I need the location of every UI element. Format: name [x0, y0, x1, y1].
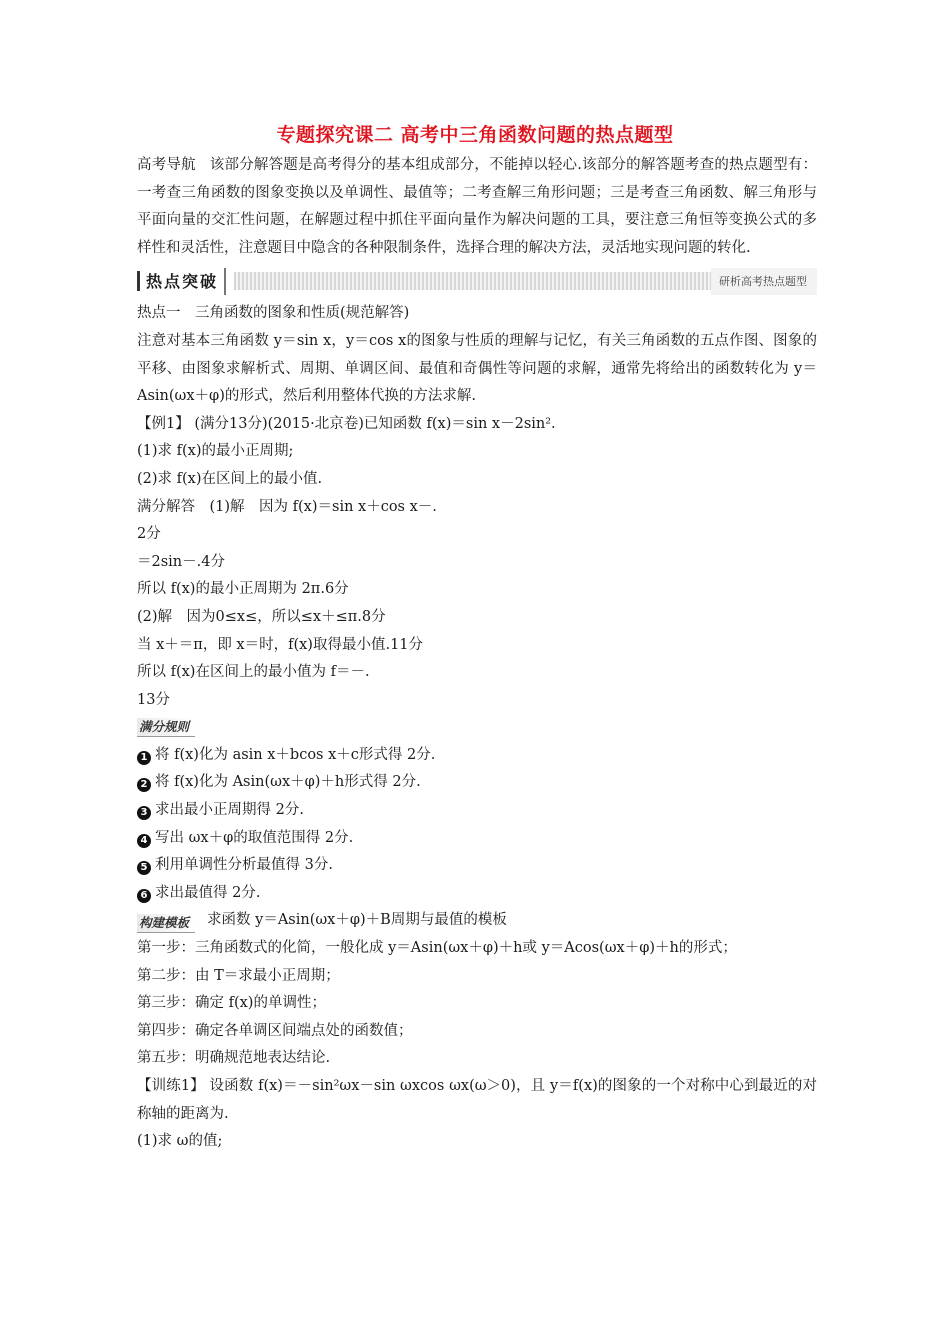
rule-text: 写出 ωx＋φ的取值范围得 2分.	[155, 829, 354, 846]
banner-bar	[137, 271, 140, 291]
banner-subtitle: 研析高考热点题型	[711, 268, 817, 296]
rule-text: 求出最小正周期得 2分.	[155, 802, 304, 819]
example-line: (1)求 f(x)的最小正周期;	[137, 443, 294, 460]
banner-stripe	[234, 272, 817, 290]
rule-text: 将 f(x)化为 Asin(ωx＋φ)＋h形式得 2分.	[155, 774, 421, 791]
rule-item	[137, 797, 817, 825]
rule-number-icon: 5	[137, 861, 151, 875]
intro-paragraph	[137, 152, 817, 262]
rule-text: 将 f(x)化为 asin x＋bcos x＋c形式得 2分.	[155, 746, 436, 763]
template-heading: 求函数 y＝Asin(ωx＋φ)＋B周期与最值的模板	[207, 912, 507, 929]
rule-number-icon: 3	[137, 806, 151, 820]
rules-tag-row	[137, 714, 817, 742]
training-question: (1)求 ω的值;	[137, 1133, 223, 1150]
intro-text: 该部分解答题是高考得分的基本组成部分，不能掉以轻心.该部分的解答题考查的热点题型有：一考查三角函数的图象变换以及单调性、最值等；二考查解三角形问题；三是考查三角函数、解三角形与平面向量的交汇性问题，在解题过程中抓住平面向量作为解决问题的工具，要注意三角恒等变换公式的多样性和灵活性，注意题目中隐含的各种限制条件，选择合理的解决方法，灵活地实现问题的转化.	[137, 157, 818, 256]
rule-item	[137, 880, 817, 908]
hotspot-heading: 热点一 三角函数的图象和性质(规范解答)	[137, 305, 410, 322]
rule-text: 利用单调性分析最值得 3分.	[155, 857, 333, 874]
rule-number-icon: 6	[137, 889, 151, 903]
template-step: 第二步：由 T＝求最小正周期；	[137, 967, 340, 984]
template-header	[137, 907, 817, 935]
rule-item	[137, 769, 817, 797]
template-tag: 构建模板	[137, 914, 195, 933]
rule-number-icon: 2	[137, 778, 151, 792]
example-line: (2)解 因为0≤x≤，所以≤x＋≤π.8分	[137, 608, 386, 625]
rule-number-icon: 4	[137, 834, 151, 848]
template-step: 第五步：明确规范地表达结论.	[137, 1050, 331, 1067]
content	[137, 152, 817, 1156]
rules-tag: 满分规则	[137, 718, 195, 737]
example-line: 当 x＋＝π，即 x＝时，f(x)取得最小值.11分	[137, 636, 424, 653]
rule-item	[137, 742, 817, 770]
example-line: (2)求 f(x)在区间上的最小值.	[137, 470, 323, 487]
example-line: 满分解答 (1)解 因为 f(x)＝sin x＋cos x－.	[137, 498, 437, 515]
banner-name: 热点突破	[146, 268, 226, 296]
example-line: 所以 f(x)的最小正周期为 2π.6分	[137, 581, 349, 598]
rule-text: 求出最值得 2分.	[155, 884, 261, 901]
rule-item	[137, 825, 817, 853]
template-step: 第四步：确定各单调区间端点处的函数值；	[137, 1022, 413, 1039]
section-banner	[137, 268, 817, 294]
intro-label: 高考导航	[137, 157, 196, 173]
page-title: 专题探究课二 高考中三角函数问题的热点题型	[276, 124, 674, 146]
rule-item	[137, 852, 817, 880]
example-line: 【例1】 (满分13分)(2015·北京卷)已知函数 f(x)＝sin x－2sin².	[137, 415, 556, 432]
template-step: 第三步：确定 f(x)的单调性；	[137, 995, 326, 1012]
template-step: 第一步：三角函数式的化简，一般化成 y＝Asin(ωx＋φ)＋h或 y＝Acos(ωx＋φ)＋h的形式；	[137, 940, 737, 957]
rule-number-icon: 1	[137, 751, 151, 765]
example-line: 13分	[137, 691, 170, 708]
training-text: 【训练1】 设函数 f(x)＝－sin²ωx－sin ωxcos ωx(ω＞0)，且 y＝f(x)的图象的一个对称中心到最近的对称轴的距离为.	[137, 1078, 817, 1122]
example-line: 2分	[137, 526, 161, 543]
hotspot-text: 注意对基本三角函数 y＝sin x，y＝cos x的图象与性质的理解与记忆，有关三角函数的五点作图、图象的平移、由图象求解析式、周期、单调区间、最值和奇偶性等问题的求解，通常先将给出的函数转化为 y＝Asin(ωx＋φ)的形式，然后利用整体代换的方法求解.	[137, 332, 817, 405]
example-line: ＝2sin－.4分	[137, 553, 225, 570]
example-line: 所以 f(x)在区间上的最小值为 f＝－.	[137, 664, 370, 681]
